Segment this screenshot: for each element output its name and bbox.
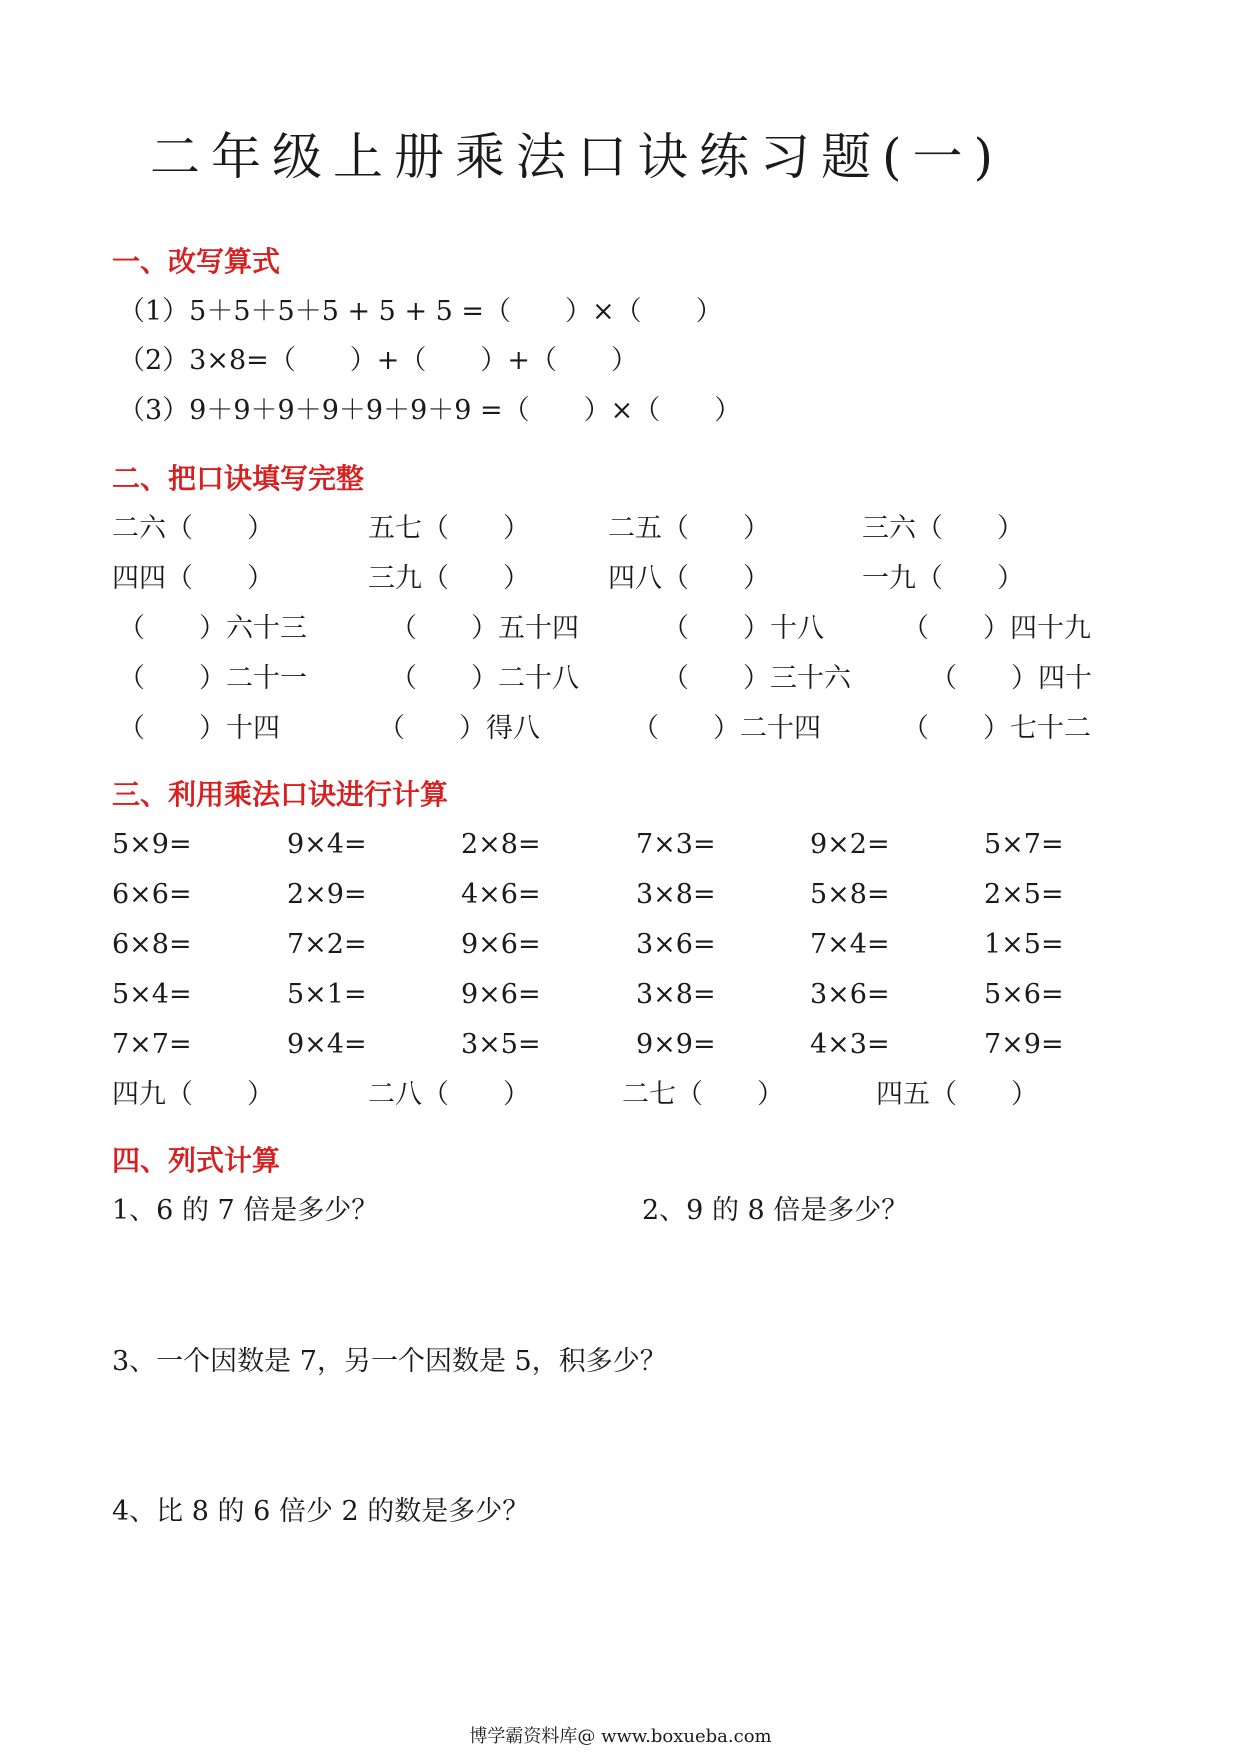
koujue-item: （ ）六十三 xyxy=(118,613,307,644)
word-problem-1: 1、6 的 7 倍是多少？ xyxy=(112,1195,379,1226)
koujue-item: 二七（ ） xyxy=(622,1079,784,1110)
koujue-item: 四九（ ） xyxy=(112,1079,274,1110)
calc-item: 7×4= xyxy=(810,929,890,960)
word-problem-3: 3、一个因数是 7，另一个因数是 5，积多少？ xyxy=(112,1346,667,1377)
calc-item: 3×6= xyxy=(810,979,890,1010)
koujue-item: 二五（ ） xyxy=(608,513,770,544)
rewrite-line-2: （2）3×8=（ ）+（ ）+（ ） xyxy=(118,345,639,376)
calc-item: 9×9= xyxy=(636,1029,716,1060)
calc-item: 5×7= xyxy=(984,829,1064,860)
section-heading-1: 一、改写算式 xyxy=(112,245,281,278)
calc-item: 2×5= xyxy=(984,879,1064,910)
koujue-item: 四五（ ） xyxy=(876,1079,1038,1110)
calc-item: 5×6= xyxy=(984,979,1064,1010)
calc-item: 5×8= xyxy=(810,879,890,910)
koujue-item: 三六（ ） xyxy=(862,513,1024,544)
calc-item: 2×9= xyxy=(287,879,367,910)
calc-item: 5×4= xyxy=(112,979,192,1010)
calc-item: 3×8= xyxy=(636,979,716,1010)
calc-item: 6×8= xyxy=(112,929,192,960)
koujue-item: （ ）七十二 xyxy=(902,713,1091,744)
calc-item: 7×2= xyxy=(287,929,367,960)
koujue-item: （ ）十八 xyxy=(662,613,824,644)
word-problem-2: 2、9 的 8 倍是多少？ xyxy=(642,1195,909,1226)
calc-item: 5×1= xyxy=(287,979,367,1010)
koujue-item: 五七（ ） xyxy=(368,513,530,544)
koujue-item: （ ）二十一 xyxy=(118,663,307,694)
calc-item: 6×6= xyxy=(112,879,192,910)
calc-item: 5×9= xyxy=(112,829,192,860)
section-heading-2: 二、把口诀填写完整 xyxy=(112,462,365,495)
calc-item: 9×2= xyxy=(810,829,890,860)
calc-item: 4×3= xyxy=(810,1029,890,1060)
calc-item: 7×9= xyxy=(984,1029,1064,1060)
koujue-item: 四四（ ） xyxy=(112,563,274,594)
calc-item: 3×6= xyxy=(636,929,716,960)
calc-item: 1×5= xyxy=(984,929,1064,960)
koujue-item: （ ）四十 xyxy=(930,663,1092,694)
koujue-item: 三九（ ） xyxy=(368,563,530,594)
calc-item: 4×6= xyxy=(461,879,541,910)
page-title: 二年级上册乘法口诀练习题(一) xyxy=(150,128,1005,186)
koujue-item: （ ）二十四 xyxy=(632,713,821,744)
koujue-item: （ ）四十九 xyxy=(902,613,1091,644)
calc-item: 3×8= xyxy=(636,879,716,910)
calc-item: 3×5= xyxy=(461,1029,541,1060)
rewrite-line-3: （3）9＋9＋9＋9＋9＋9＋9 =（ ）×（ ） xyxy=(118,395,742,426)
koujue-item: （ ）十四 xyxy=(118,713,280,744)
koujue-item: 一九（ ） xyxy=(862,563,1024,594)
calc-item: 9×6= xyxy=(461,979,541,1010)
koujue-item: （ ）得八 xyxy=(378,713,540,744)
koujue-item: （ ）二十八 xyxy=(390,663,579,694)
rewrite-line-1: （1）5＋5＋5＋5 + 5 + 5 =（ ）×（ ） xyxy=(118,296,723,327)
word-problem-4: 4、比 8 的 6 倍少 2 的数是多少？ xyxy=(112,1496,530,1527)
calc-item: 7×7= xyxy=(112,1029,192,1060)
calc-item: 9×4= xyxy=(287,829,367,860)
koujue-item: （ ）三十六 xyxy=(662,663,851,694)
calc-item: 7×3= xyxy=(636,829,716,860)
calc-item: 9×6= xyxy=(461,929,541,960)
calc-item: 2×8= xyxy=(461,829,541,860)
koujue-item: 四八（ ） xyxy=(608,563,770,594)
section-heading-3: 三、利用乘法口诀进行计算 xyxy=(112,778,449,811)
koujue-item: 二六（ ） xyxy=(112,513,274,544)
koujue-item: 二八（ ） xyxy=(368,1079,530,1110)
calc-item: 9×4= xyxy=(287,1029,367,1060)
footer-watermark: 博学霸资料库@ www.boxueba.com xyxy=(469,1726,772,1747)
section-heading-4: 四、列式计算 xyxy=(112,1144,281,1177)
koujue-item: （ ）五十四 xyxy=(390,613,579,644)
